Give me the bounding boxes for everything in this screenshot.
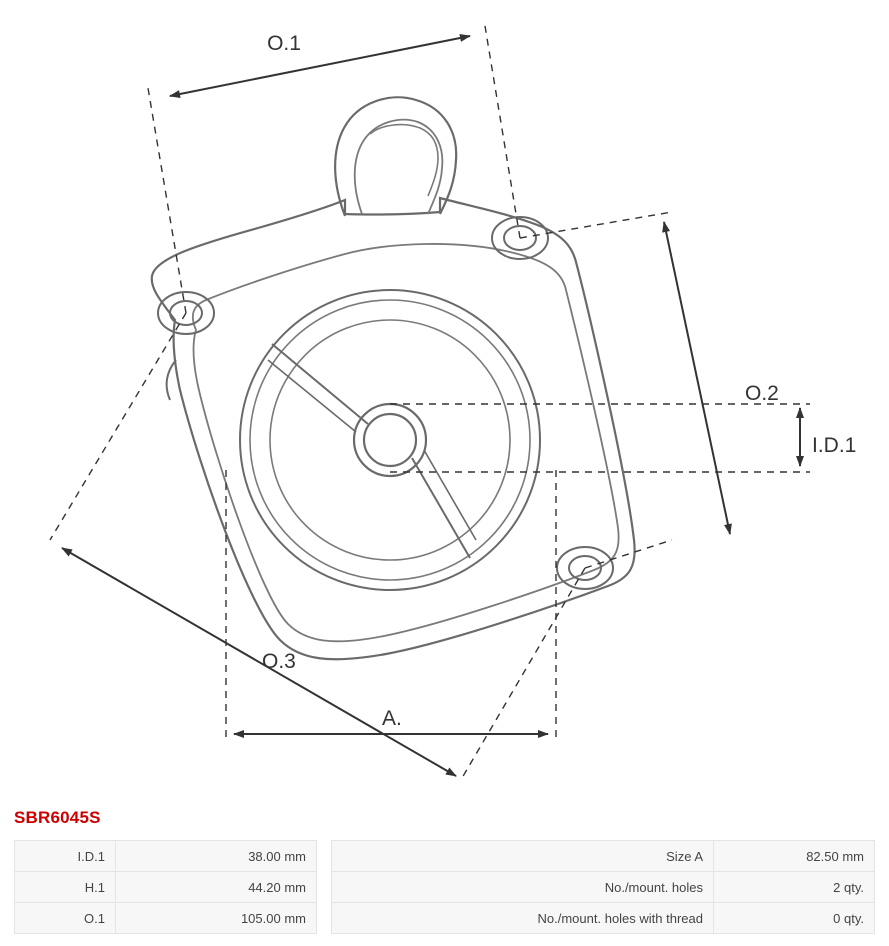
part-number: SBR6045S (14, 808, 101, 827)
spec-key: No./mount. holes with thread (332, 903, 714, 934)
dimension-line-o2 (664, 222, 730, 534)
spec-key: No./mount. holes (332, 872, 714, 903)
spec-value: 105.00 mm (116, 903, 317, 934)
dimension-line-o3 (62, 548, 456, 776)
dimension-label-o1: O.1 (267, 32, 301, 55)
spec-value: 2 qty. (714, 872, 875, 903)
spec-key: H.1 (15, 872, 116, 903)
spec-value: 0 qty. (714, 903, 875, 934)
dimension-label-id1: I.D.1 (812, 434, 857, 457)
dimension-labels (262, 32, 856, 730)
table-row (15, 872, 875, 903)
table-row (15, 841, 875, 872)
column-gap (317, 903, 332, 934)
dimension-label-o2: O.2 (745, 382, 779, 405)
column-gap (317, 841, 332, 872)
dimension-line-o1 (170, 36, 470, 96)
spec-value: 44.20 mm (116, 872, 317, 903)
spec-key: I.D.1 (15, 841, 116, 872)
part-outline (152, 97, 635, 659)
dimension-arrows (62, 36, 800, 776)
spec-key: O.1 (15, 903, 116, 934)
dimension-label-o3: O.3 (262, 650, 296, 673)
specifications-table (14, 840, 875, 934)
spec-value: 38.00 mm (116, 841, 317, 872)
spec-key: Size A (332, 841, 714, 872)
spec-value: 82.50 mm (714, 841, 875, 872)
column-gap (317, 872, 332, 903)
table-row (15, 903, 875, 934)
dimension-label-a: A. (382, 707, 402, 730)
